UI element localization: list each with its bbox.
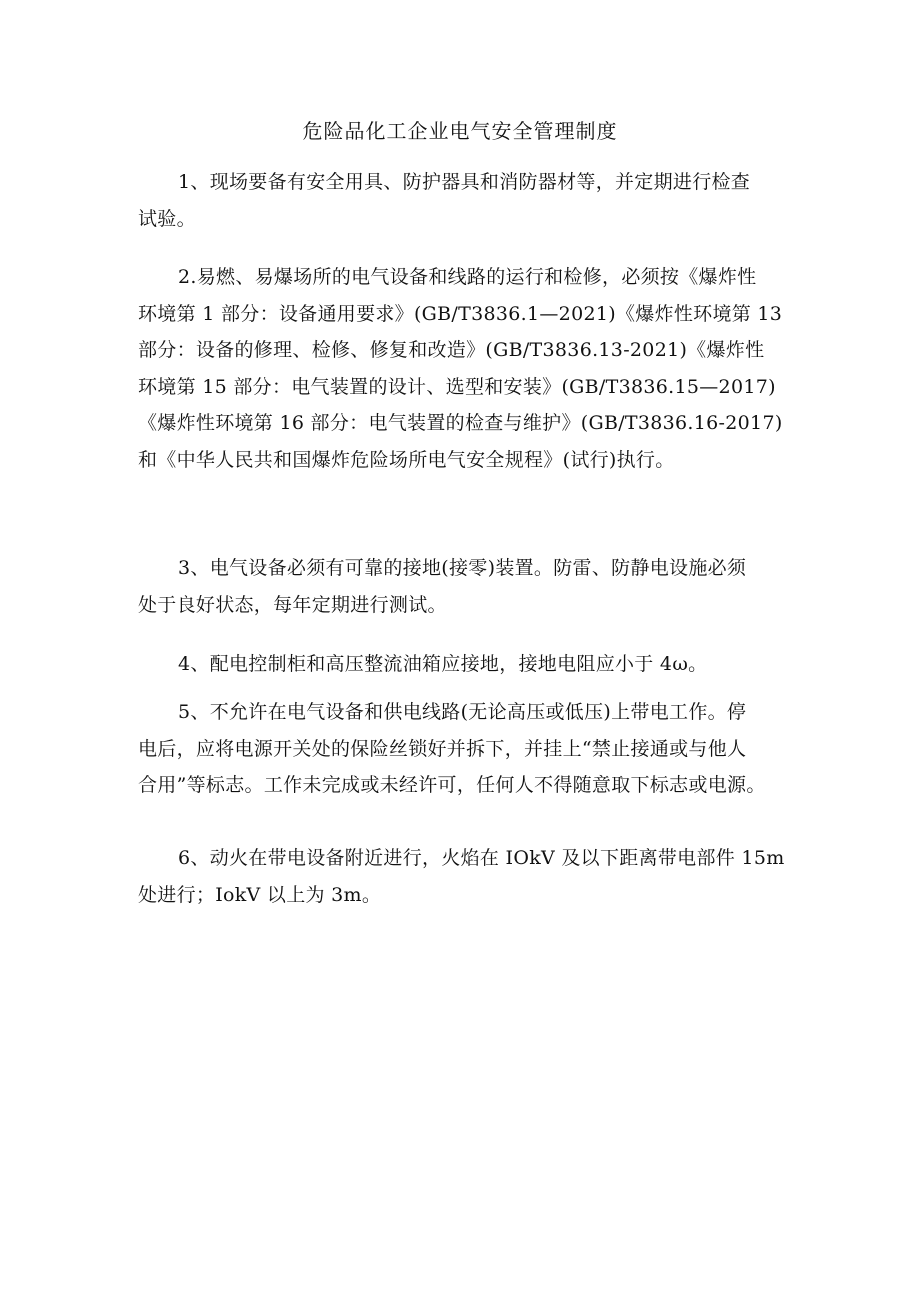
paragraph-5 [138,694,786,804]
paragraph-line [138,550,786,587]
paragraph-6 [138,840,786,913]
paragraph-line [138,296,786,333]
paragraph-text: 试验。 [138,207,196,230]
paragraph-line [138,587,786,624]
paragraph-text: 1、现场要备有安全用具、防护器具和消防器材等，并定期进行检查 [178,171,751,193]
paragraph-line [138,405,786,442]
paragraph-line [138,767,786,804]
paragraph-line [138,442,786,479]
paragraph-text: 4、配电控制柜和高压整流油箱应接地，接地电阻应小于 4ω。 [178,653,708,675]
paragraph-line [138,201,786,238]
paragraph-line [138,259,786,296]
paragraph-text: 和《中华人民共和国爆炸危险场所电气安全规程》(试行)执行。 [138,448,675,471]
paragraph-text: 《爆炸性环境第 16 部分：电气装置的检查与维护》(GB/T3836.16-2017) [138,412,783,434]
paragraph-text: 部分：设备的修理、检修、修复和改造》(GB/T3836.13-2021)《爆炸性 [138,339,765,361]
paragraph-1 [138,164,786,237]
paragraph-line [138,164,786,201]
paragraph-text: 6、动火在带电设备附近进行，火焰在 IOkV 及以下距离带电部件 15m [178,847,785,869]
document-title: 危险品化工企业电气安全管理制度 [302,119,618,143]
paragraph-text: 处进行；IokV 以上为 3m。 [138,883,382,906]
paragraph-2 [138,259,786,478]
paragraph-text: 2.易燃、易爆场所的电气设备和线路的运行和检修，必须按《爆炸性 [178,266,757,288]
paragraph-text: 合用”等标志。工作未完成或未经许可，任何人不得随意取下标志或电源。 [138,774,766,796]
paragraph-line [138,840,786,877]
paragraph-text: 电后，应将电源开关处的保险丝锁好并拆下，并挂上“禁止接通或与他人 [138,737,747,760]
paragraph-line [138,731,786,768]
paragraph-text: 3、电气设备必须有可靠的接地(接零)装置。防雷、防静电设施必须 [178,557,747,579]
paragraph-text: 环境第 1 部分：设备通用要求》(GB/T3836.1—2021)《爆炸性环境第 13 [138,302,783,325]
paragraph-3 [138,550,786,623]
paragraph-line [138,332,786,369]
paragraph-line [138,877,786,914]
paragraph-text: 处于良好状态，每年定期进行测试。 [138,593,447,616]
paragraph-line [138,694,786,731]
paragraph-line [138,369,786,406]
paragraph-line [138,646,786,683]
paragraph-4 [138,646,786,683]
paragraph-text: 环境第 15 部分：电气装置的设计、选型和安装》(GB/T3836.15—2017) [138,375,776,398]
paragraph-text: 5、不允许在电气设备和供电线路(无论高压或低压)上带电工作。停 [178,701,747,723]
